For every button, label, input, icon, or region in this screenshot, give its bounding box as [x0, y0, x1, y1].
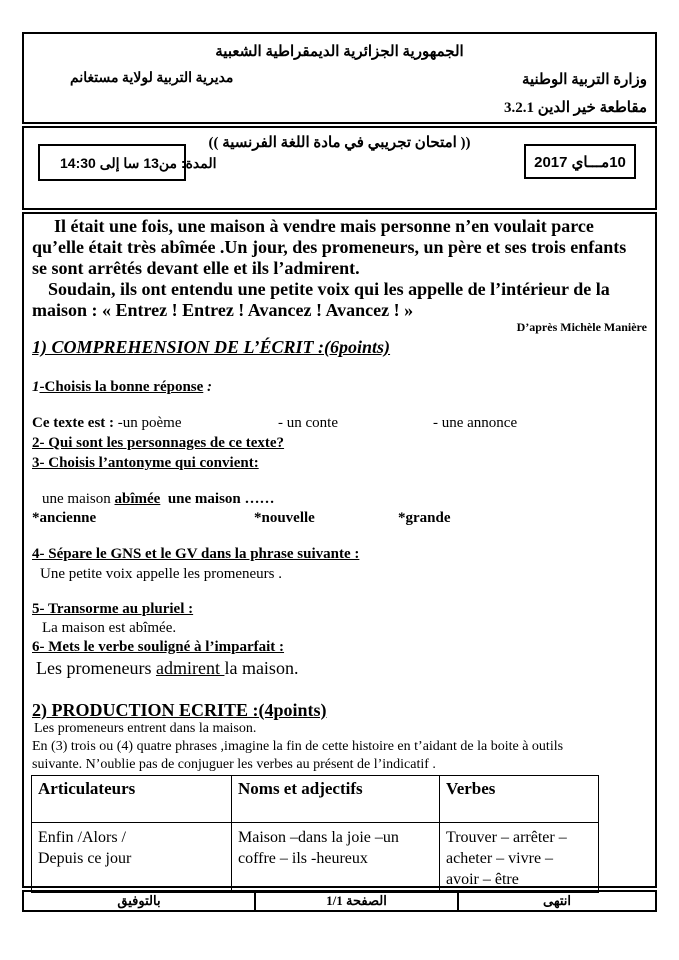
text-line-3: se sont arrêtés devant elle et ils l’admirent.: [32, 258, 360, 278]
option-poeme: -un poème: [117, 415, 182, 431]
question-6: 6- Mets le verbe souligné à l’imparfait :: [32, 639, 285, 655]
articulateurs-line-2: Depuis ce jour: [38, 850, 132, 867]
sentence-end: la maison.: [224, 658, 299, 678]
exam-duration: المدة: من13 سا إلى 14:30: [60, 155, 217, 171]
production-line-3: suivante. N’oublie pas de conjuguer les verbes au présent de l’indicatif .: [32, 757, 436, 772]
phrase-end: une maison ……: [167, 491, 275, 507]
sentence-verb: admirent: [155, 658, 225, 678]
text-line-4: Soudain, ils ont entendu une petite voix qui les appelle de l’intérieur de la: [48, 279, 610, 299]
question-1-line: [32, 415, 182, 432]
sentence-start: Les promeneurs: [36, 658, 156, 678]
text-source: D’après Michèle Manière: [516, 320, 647, 334]
question-1-prompt: Ce texte est :: [32, 415, 115, 431]
question-3: 3- Choisis l’antonyme qui convient:: [32, 455, 259, 471]
noms-line-2: coffre – ils -heureux: [238, 850, 368, 867]
footer-end: انتهى: [543, 893, 571, 908]
phrase-start: une maison: [42, 491, 115, 507]
verbes-line-1: Trouver – arrêter –: [446, 829, 567, 846]
cell-noms-adjectifs: [232, 823, 440, 893]
header-articulateurs: Articulateurs: [32, 776, 232, 823]
choice-grande: *grande: [398, 510, 451, 526]
exam-title: (( امتحان تجريبي في مادة اللغة الفرنسية )): [208, 135, 471, 151]
question-2: 2- Qui sont les personnages de ce texte?: [32, 435, 285, 451]
option-conte: - un conte: [278, 415, 338, 431]
exam-date: 10مـــاي 2017: [534, 153, 626, 171]
articulateurs-line-1: Enfin /Alors /: [38, 829, 126, 846]
option-annonce: - une annonce: [433, 415, 518, 431]
noms-line-1: Maison –dans la joie –un: [238, 829, 399, 846]
question-1: [32, 379, 212, 396]
text-line-2: qu’elle était très abîmée .Un jour, des promeneurs, un père et ses trois enfants: [32, 237, 627, 257]
phrase-word: abîmée: [114, 491, 161, 507]
toolbox-table: [31, 775, 599, 893]
verbes-line-3: avoir – être: [446, 871, 519, 888]
choice-nouvelle: *nouvelle: [254, 510, 315, 526]
question-1-colon: :: [203, 379, 213, 395]
question-5: 5- Transorme au pluriel :: [32, 601, 194, 617]
footer-good-luck: بالتوفيق: [117, 893, 161, 908]
question-3-phrase: [42, 491, 275, 508]
question-4-sentence: Une petite voix appelle les promeneurs .: [40, 566, 283, 582]
production-line-1: Les promeneurs entrent dans la maison.: [34, 721, 257, 736]
question-1-number: 1: [32, 379, 40, 395]
production-heading: 2) PRODUCTION ECRITE :(4points): [32, 700, 327, 720]
date-box: [524, 144, 636, 179]
footer-page-number: الصفحة 1/1: [326, 893, 387, 908]
toolbox-content-row: [32, 823, 599, 893]
question-5-sentence: La maison est abîmée.: [42, 620, 177, 636]
question-6-sentence: [36, 658, 298, 679]
header-verbes: Verbes: [440, 776, 599, 823]
comprehension-heading: 1) COMPREHENSION DE L’ÉCRIT :(6points): [32, 337, 391, 357]
text-line-1: Il était une fois, une maison à vendre mais personne n’en voulait parce: [54, 216, 594, 236]
cell-articulateurs: [32, 823, 232, 893]
cell-verbes: [440, 823, 599, 893]
district-name: مقاطعة خير الدين 3.2.1: [504, 100, 647, 116]
directorate-name: مديرية التربية لولاية مستغانم: [70, 71, 234, 86]
question-1-label: -Choisis la bonne réponse: [39, 379, 204, 395]
republic-title: الجمهورية الجزائرية الديمقراطية الشعبية: [215, 44, 464, 60]
production-line-2: En (3) trois ou (4) quatre phrases ,imagine la fin de cette histoire en t’aidant de la boite à outils: [32, 739, 564, 754]
toolbox-header-row: [32, 776, 599, 823]
choice-ancienne: *ancienne: [32, 510, 97, 526]
verbes-line-2: acheter – vivre –: [446, 850, 554, 867]
question-4: 4- Sépare le GNS et le GV dans la phrase suivante :: [32, 546, 360, 562]
header-noms-adjectifs: Noms et adjectifs: [232, 776, 440, 823]
text-line-5: maison : « Entrez ! Entrez ! Avancez ! Avancez ! »: [32, 300, 414, 320]
ministry-name: وزارة التربية الوطنية: [521, 72, 647, 88]
